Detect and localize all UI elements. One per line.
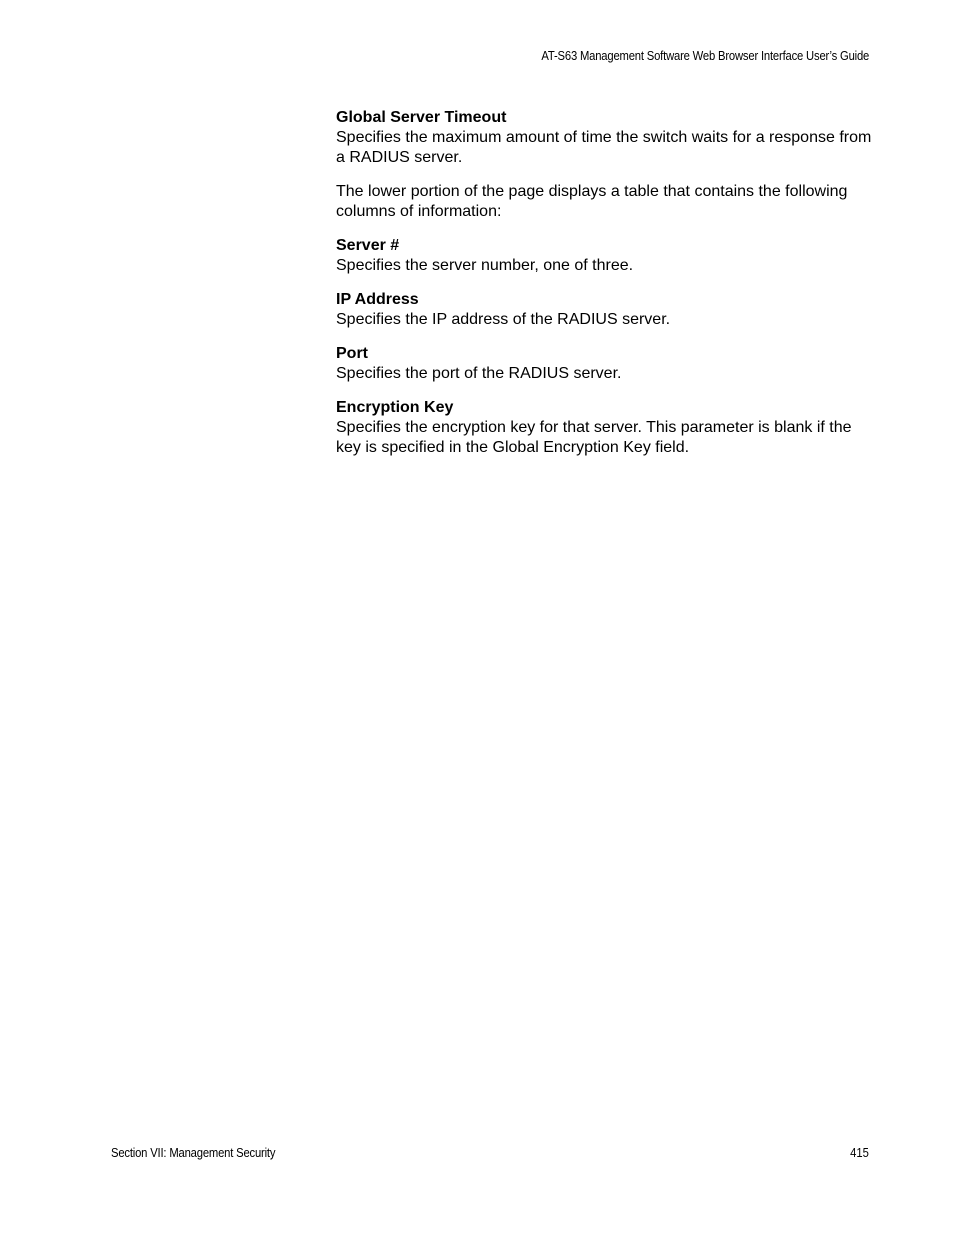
term-heading: Global Server Timeout (336, 109, 507, 126)
term-description: Specifies the encryption key for that server. This parameter is blank if the key is specified in the Global Encryption Key field. (336, 419, 852, 456)
term-description: Specifies the IP address of the RADIUS server. (336, 311, 671, 328)
term-heading: Port (336, 345, 368, 362)
table-intro-paragraph: The lower portion of the page displays a table that contains the following columns of information: (336, 183, 848, 220)
term-description: Specifies the port of the RADIUS server. (336, 365, 622, 382)
definition-encryption-key (336, 398, 876, 458)
running-header: AT-S63 Management Software Web Browser Interface User’s Guide (541, 49, 869, 63)
body-text (336, 108, 876, 472)
term-heading: Server # (336, 237, 400, 254)
page-number: 415 (850, 1146, 869, 1160)
definition-server-number (336, 236, 876, 276)
footer-section-title: Section VII: Management Security (111, 1146, 276, 1160)
term-description: Specifies the server number, one of three. (336, 257, 634, 274)
term-heading: Encryption Key (336, 399, 454, 416)
term-description: Specifies the maximum amount of time the switch waits for a response from a RADIUS server. (336, 129, 872, 166)
definition-ip-address (336, 290, 876, 330)
definition-global-server-timeout (336, 108, 876, 168)
term-heading: IP Address (336, 291, 419, 308)
definition-port (336, 344, 876, 384)
